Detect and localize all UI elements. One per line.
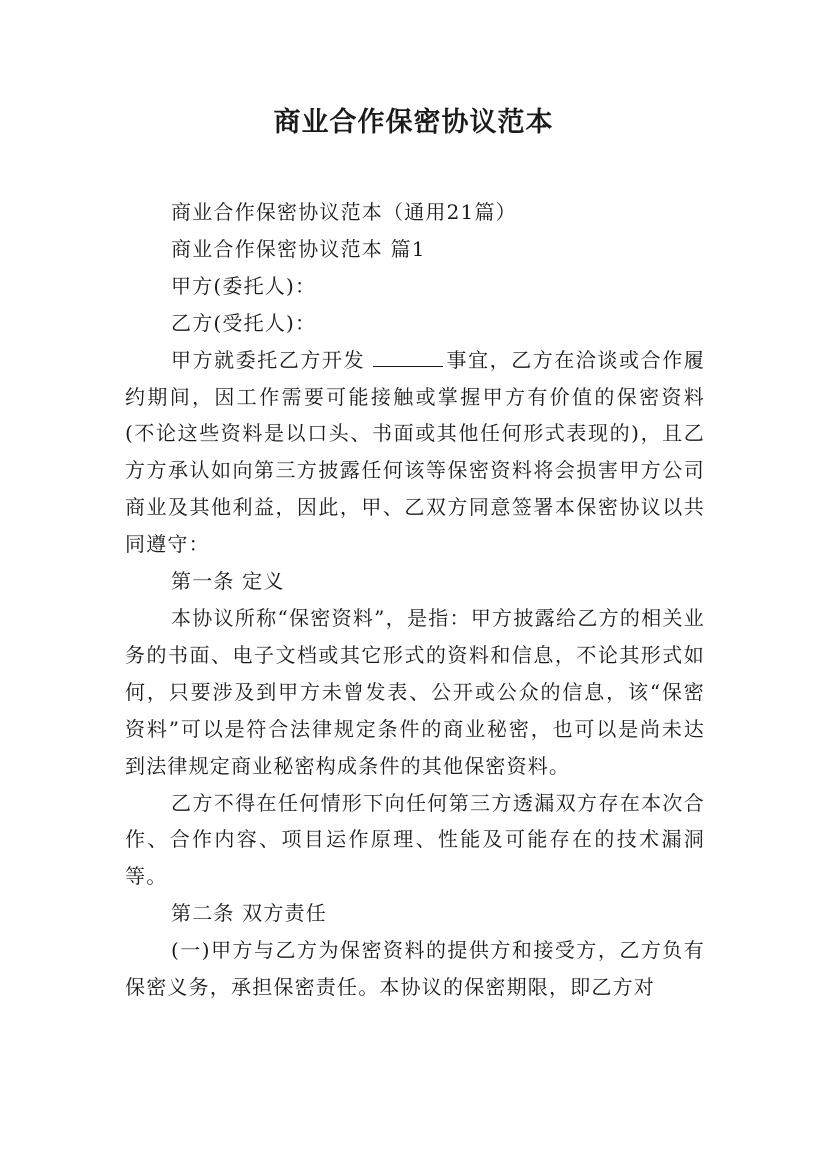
subtitle-line: 商业合作保密协议范本（通用21篇）	[171, 200, 517, 224]
party-b-line: 乙方(受托人)：	[171, 310, 317, 335]
blank-underline	[373, 346, 443, 367]
article2-paragraph: (一)甲方与乙方为保密资料的提供方和接受方，乙方负有保密义务，承担保密责任。本协议的保密期限，即乙方对	[125, 938, 705, 1000]
article2-heading: 第二条 双方责任	[171, 901, 327, 926]
intro-paragraph	[125, 342, 705, 563]
document-body	[125, 194, 705, 1006]
article1-heading: 第一条 定义	[171, 569, 285, 594]
article1-paragraph-2: 乙方不得在任何情形下向任何第三方透漏双方存在本次合作、合作内容、项目运作原理、性能及可能存在的技术漏洞等。	[125, 790, 705, 889]
section-heading: 商业合作保密协议范本 篇1	[171, 236, 426, 261]
document-title: 商业合作保密协议范本	[273, 107, 554, 138]
intro-suffix: 事宜，乙方在洽谈或合作履约期间，因工作需要可能接触或掌握甲方有价值的保密资料(不论这些资料是以口头、书面或其他任何形式表现的)，且乙方方承认如向第三方披露任何该等保密资料将会损害甲方公司商业及其他利益，因此，甲、乙双方同意签署本保密协议以共同遵守：	[125, 347, 705, 557]
intro-prefix: 甲方就委托乙方开发	[171, 347, 366, 372]
party-a-line: 甲方(委托人)：	[171, 273, 317, 298]
article1-paragraph: 本协议所称“保密资料”，是指：甲方披露给乙方的相关业务的书面、电子文档或其它形式的资料和信息，不论其形式如何，只要涉及到甲方未曾发表、公开或公众的信息，该“保密资料”可以是符合法律规定条件的商业秘密，也可以是尚未达到法律规定商业秘密构成条件的其他保密资料。	[125, 605, 705, 778]
